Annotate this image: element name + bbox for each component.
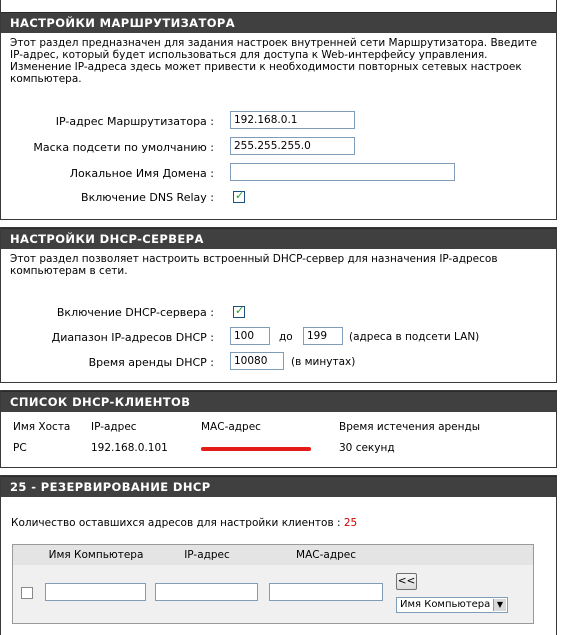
reservation-table	[12, 544, 534, 624]
dhcp-lease-input[interactable]: 10080	[230, 352, 284, 370]
reservation-col-computer: Имя Компьютера	[41, 545, 152, 565]
dhcp-settings-panel	[0, 227, 557, 383]
clients-col-mac: МАС-адрес	[201, 421, 261, 433]
local-domain-label: Локальное Имя Домена :	[69, 167, 214, 180]
remaining-label	[11, 517, 357, 529]
dhcp-range-start-input[interactable]: 100	[230, 327, 270, 345]
dhcp-clients-panel	[0, 390, 557, 468]
dhcp-lease-label: Время аренды DHCP :	[88, 356, 214, 369]
client-mac-redaction	[201, 447, 311, 451]
dhcp-settings-title: НАСТРОЙКИ DHCP-СЕРВЕРА	[1, 228, 556, 249]
copy-to-fields-button[interactable]: <<	[396, 573, 417, 590]
clients-col-host: Имя Хоста	[13, 421, 71, 433]
dns-relay-label: Включение DNS Relay :	[81, 191, 214, 204]
remaining-text: Количество оставшихся адресов для настройки клиентов :	[11, 517, 341, 529]
dhcp-range-note: (адреса в подсети LAN)	[349, 331, 480, 343]
reservation-mac-input[interactable]	[269, 583, 383, 601]
subnet-mask-label: Маска подсети по умолчанию :	[33, 141, 214, 154]
reservation-col-ip: IP-адрес	[151, 545, 264, 565]
chevron-down-icon: ▼	[493, 599, 506, 611]
router-ip-label: IP-адрес Маршрутизатора :	[55, 115, 214, 128]
local-domain-input[interactable]	[230, 163, 455, 181]
clients-col-expires: Время истечения аренды	[339, 421, 481, 433]
dhcp-enable-label: Включение DHCP-сервера :	[56, 306, 214, 319]
dhcp-clients-title: СПИСОК DHCP-КЛИЕНТОВ	[1, 391, 556, 412]
dhcp-lease-note: (в минутах)	[291, 356, 356, 368]
client-host: PC	[13, 442, 27, 454]
dhcp-range-end-input[interactable]: 199	[303, 327, 343, 345]
dhcp-enable-checkbox[interactable]	[233, 306, 245, 318]
remaining-count: 25	[343, 517, 358, 529]
reservation-row-checkbox[interactable]	[21, 587, 33, 599]
reservation-col-actions	[389, 545, 533, 565]
router-ip-input[interactable]: 192.168.0.1	[230, 111, 355, 129]
computer-name-select-value: Имя Компьютера	[400, 599, 491, 610]
reservation-ip-input[interactable]	[155, 583, 258, 601]
clients-col-ip: IP-адрес	[91, 421, 137, 433]
dhcp-range-label: Диапазон IP-адресов DHCP :	[51, 331, 214, 344]
client-ip: 192.168.0.101	[91, 442, 168, 454]
reservation-col-check	[13, 545, 42, 565]
dhcp-reservation-title: 25 - РЕЗЕРВИРОВАНИЕ DHCP	[1, 476, 556, 497]
dns-relay-checkbox[interactable]	[233, 191, 245, 203]
dhcp-settings-description: Этот раздел позволяет настроить встроенный DHCP-сервер для назначения IP-адресов компьютерам в сети.	[10, 253, 498, 277]
computer-name-select[interactable]	[396, 597, 508, 613]
router-settings-panel	[0, 0, 557, 220]
router-settings-title: НАСТРОЙКИ МАРШРУТИЗАТОРА	[1, 12, 556, 33]
dhcp-range-to-label: до	[279, 331, 293, 343]
reservation-col-mac: МАС-адрес	[263, 545, 390, 565]
router-settings-description: Этот раздел предназначен для задания настроек внутренней сети Маршрутизатора. Введите IP-адрес, который будет использоваться для доступа к Web-интерфейсу управления. Изменение IP-адреса здесь может привести к необходимости повторных сетевых настроек компьютера.	[10, 37, 537, 85]
subnet-mask-input[interactable]: 255.255.255.0	[230, 137, 355, 155]
reservation-computer-input[interactable]	[45, 583, 146, 601]
client-expires: 30 секунд	[339, 442, 395, 454]
